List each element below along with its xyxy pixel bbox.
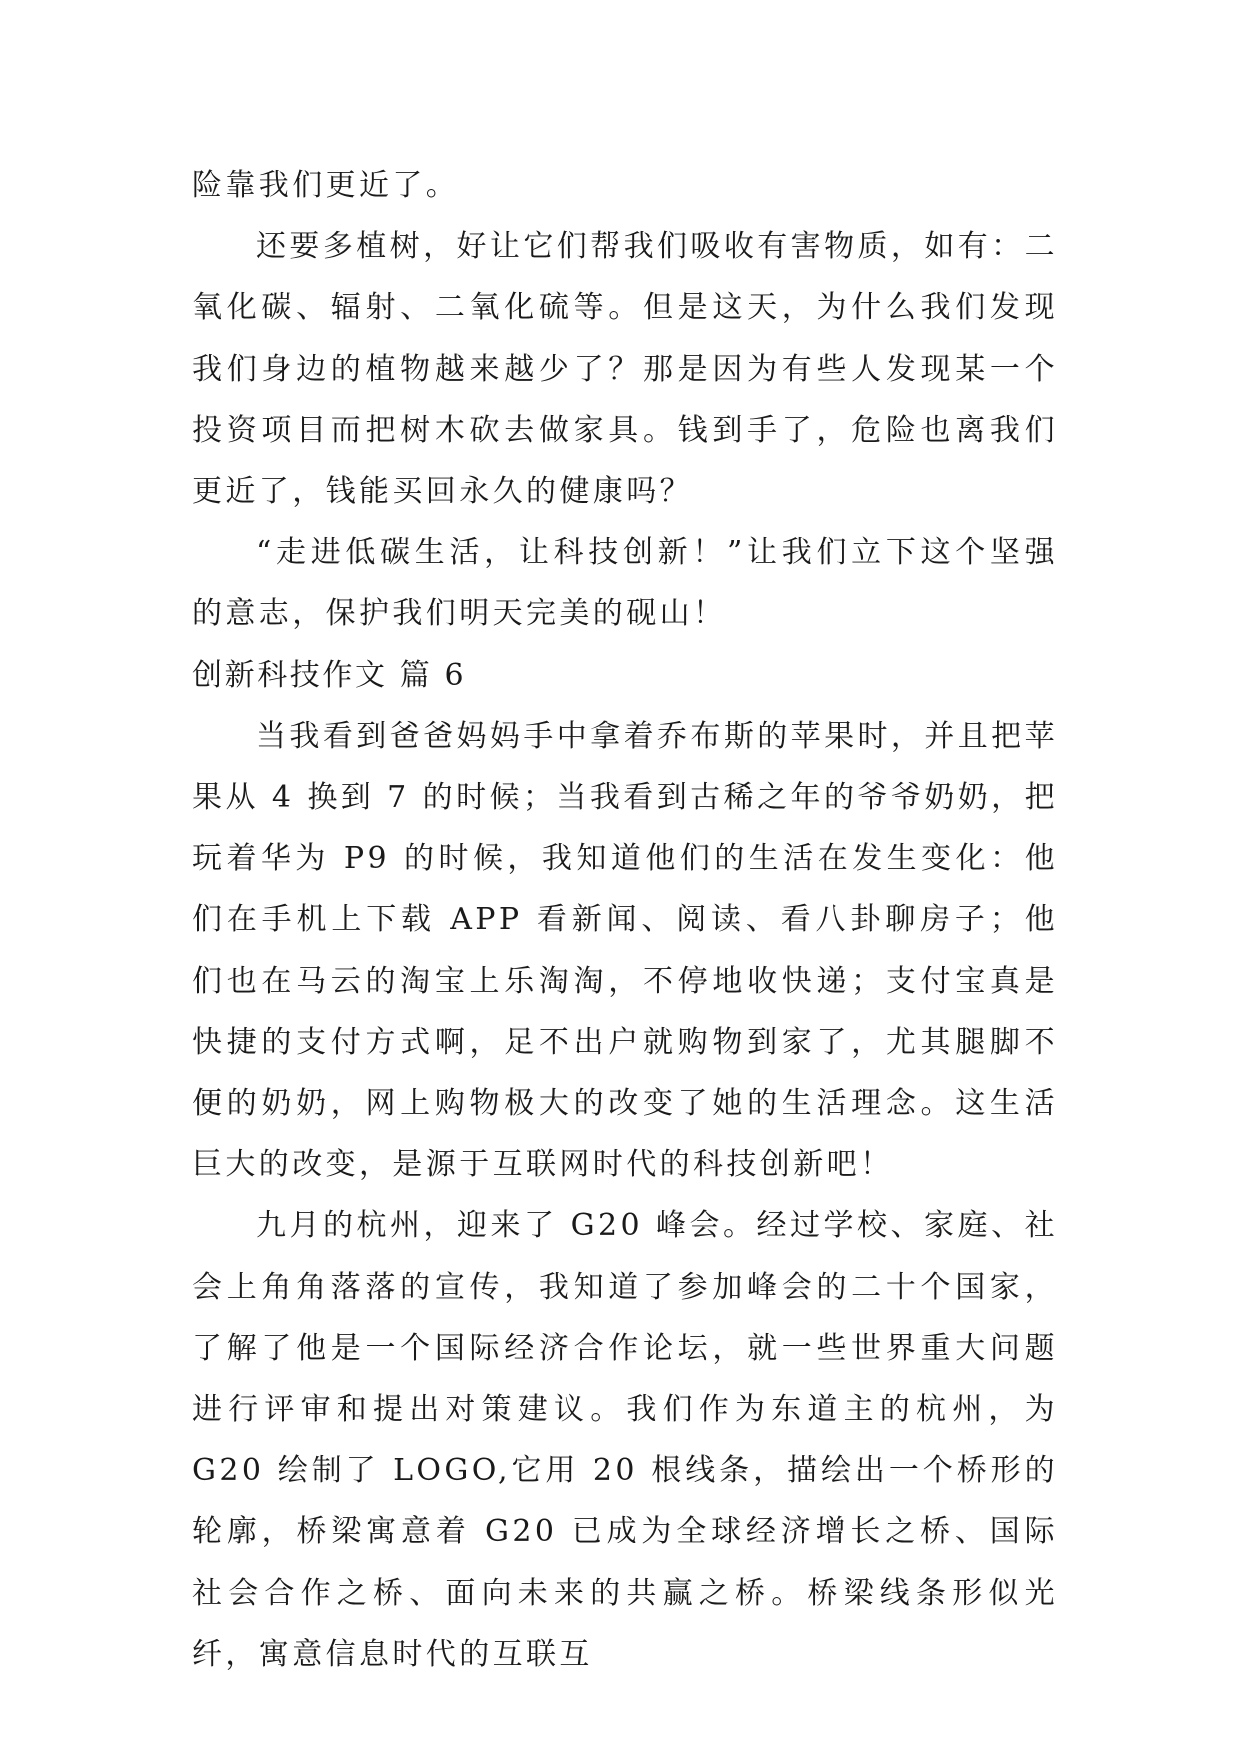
paragraph-internet-changes: 当我看到爸爸妈妈手中拿着乔布斯的苹果时，并且把苹果从 4 换到 7 的时候；当我看到古稀之年的爷爷奶奶，把玩着华为 P9 的时候，我知道他们的生活在发生变化：他们在手机上下载 APP 看新闻、阅读、看八卦聊房子；他们也在马云的淘宝上乐淘淘，不停地收快递；支付宝真是快捷的支付方式啊，足不出户就购物到家了，尤其腿脚不便的奶奶，网上购物极大的改变了她的生活理念。这生活巨大的改变，是源于互联网时代的科技创新吧！ bbox=[192, 718, 1058, 1183]
document-body bbox=[192, 155, 1058, 1685]
paragraph-planting-trees: 还要多植树，好让它们帮我们吸收有害物质，如有：二氧化碳、辐射、二氧化硫等。但是这天，为什么我们发现我们身边的植物越来越少了？那是因为有些人发现某一个投资项目而把树木砍去做家具。钱到手了，危险也离我们更近了，钱能买回永久的健康吗？ bbox=[192, 229, 1058, 510]
section-heading: 创新科技作文 篇 6 bbox=[192, 657, 467, 693]
paragraph-continuation: 险靠我们更近了。 bbox=[192, 168, 460, 203]
paragraph-low-carbon: “走进低碳生活，让科技创新！”让我们立下这个坚强的意志，保护我们明天完美的砚山！ bbox=[192, 535, 1058, 632]
paragraph-g20-summit: 九月的杭州，迎来了 G20 峰会。经过学校、家庭、社会上角角落落的宣传，我知道了参加峰会的二十个国家，了解了他是一个国际经济合作论坛，就一些世界重大问题进行评审和提出对策建议。我们作为东道主的杭州，为 G20 绘制了 LOGO,它用 20 根线条，描绘出一个桥形的轮廓，桥梁寓意着 G20 已成为全球经济增长之桥、国际社会合作之桥、面向未来的共赢之桥。桥梁线条形似光纤，寓意信息时代的互联互 bbox=[192, 1208, 1058, 1672]
